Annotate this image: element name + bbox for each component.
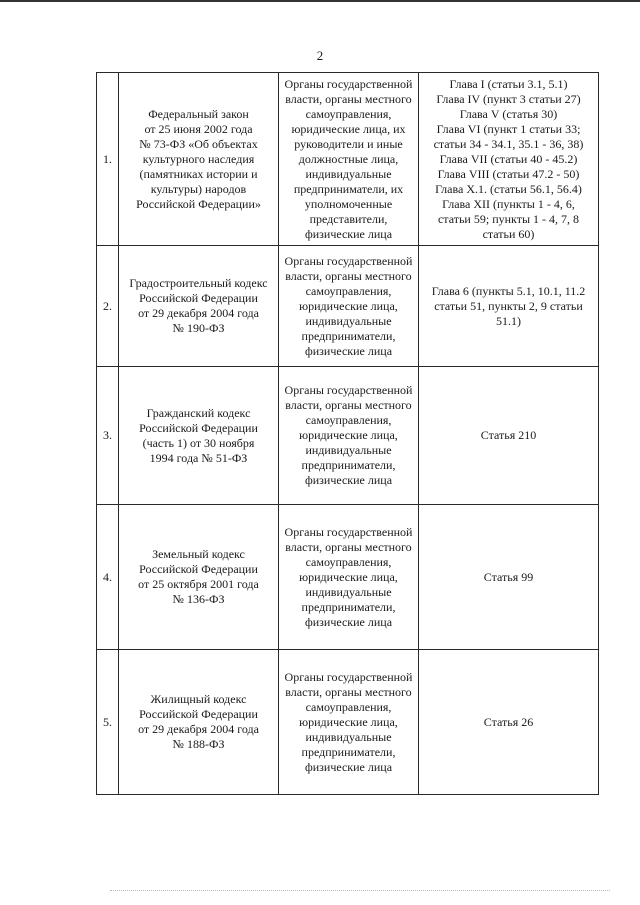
legal-acts-table	[96, 72, 599, 795]
act-title-cell: Градостроительный кодекс Российской Федерации от 29 декабря 2004 года № 190-ФЗ	[119, 246, 279, 367]
articles-cell: Статья 99	[419, 505, 599, 650]
subjects-cell: Органы государственной власти, органы местного самоуправления, юридические лица, их руководители и иные должностные лица, индивидуальные предприниматели, их уполномоченные представители, физические лица	[279, 73, 419, 246]
articles-cell: Статья 210	[419, 367, 599, 505]
articles-cell: Глава 6 (пункты 5.1, 10.1, 11.2 статьи 51, пункты 2, 9 статьи 51.1)	[419, 246, 599, 367]
scan-artifact	[110, 890, 610, 892]
table-row	[97, 650, 599, 795]
row-number: 4.	[97, 505, 119, 650]
act-title-cell: Земельный кодекс Российской Федерации от 25 октября 2001 года № 136-ФЗ	[119, 505, 279, 650]
articles-cell: Статья 26	[419, 650, 599, 795]
top-rule	[0, 0, 640, 2]
table-row	[97, 505, 599, 650]
act-title-cell: Жилищный кодекс Российской Федерации от 29 декабря 2004 года № 188-ФЗ	[119, 650, 279, 795]
subjects-cell: Органы государственной власти, органы местного самоуправления, юридические лица, индивидуальные предприниматели, физические лица	[279, 650, 419, 795]
articles-cell: Глава I (статьи 3.1, 5.1) Глава IV (пункт 3 статьи 27) Глава V (статья 30) Глава VI (пункт 1 статьи 33; статьи 34 - 34.1, 35.1 - 36, 38) Глава VII (статьи 40 - 45.2) Глава VIII (статьи 47.2 - 50) Глава X.1. (статьи 56.1, 56.4) Глава XII (пункты 1 - 4, 6, статьи 59; пункты 1 - 4, 7, 8 статьи 60)	[419, 73, 599, 246]
row-number: 5.	[97, 650, 119, 795]
row-number: 1.	[97, 73, 119, 246]
row-number: 3.	[97, 367, 119, 505]
subjects-cell: Органы государственной власти, органы местного самоуправления, юридические лица, индивидуальные предприниматели, физические лица	[279, 367, 419, 505]
table-row	[97, 246, 599, 367]
subjects-cell: Органы государственной власти, органы местного самоуправления, юридические лица, индивидуальные предприниматели, физические лица	[279, 505, 419, 650]
page-number: 2	[316, 48, 324, 63]
act-title-cell: Гражданский кодекс Российской Федерации (часть 1) от 30 ноября 1994 года № 51-ФЗ	[119, 367, 279, 505]
act-title-cell: Федеральный закон от 25 июня 2002 года № 73-ФЗ «Об объектах культурного наследия (памятниках истории и культуры) народов Российской Федерации»	[119, 73, 279, 246]
table-row	[97, 367, 599, 505]
row-number: 2.	[97, 246, 119, 367]
table-row	[97, 73, 599, 246]
subjects-cell: Органы государственной власти, органы местного самоуправления, юридические лица, индивидуальные предприниматели, физические лица	[279, 246, 419, 367]
